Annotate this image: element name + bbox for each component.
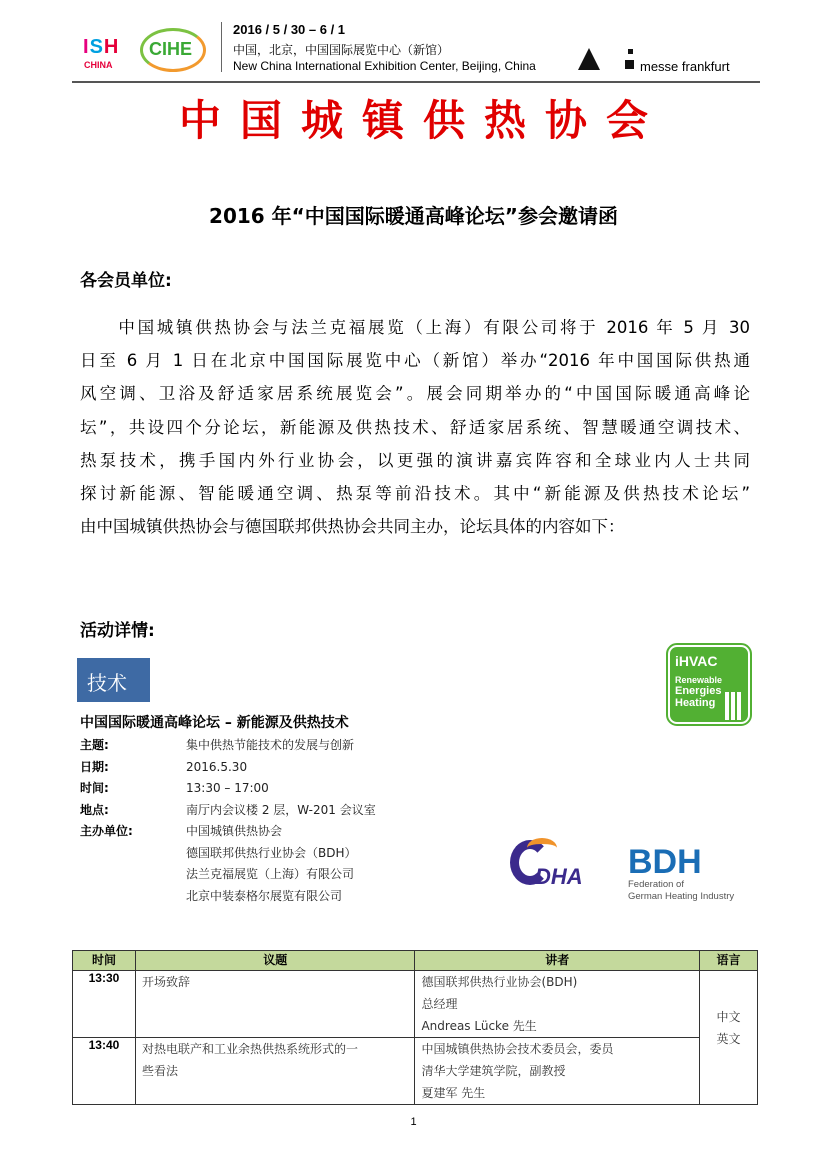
body-line: 日至 6 月 1 日在北京中国国际展览中心（新馆）举办“2016 年中国国际供热通 bbox=[80, 351, 750, 371]
venue-en: New China International Exhibition Center, Beijing, China bbox=[233, 59, 536, 73]
org-title: 中国城镇供热协会 bbox=[178, 96, 667, 145]
doc-title: 2016 年“中国国际暖通高峰论坛”参会邀请函 bbox=[209, 204, 618, 228]
body-paragraph bbox=[80, 311, 750, 543]
details-heading: 活动详情: bbox=[80, 621, 155, 641]
forum-title: 中国国际暖通高峰论坛 – 新能源及供热技术 bbox=[80, 715, 349, 731]
ish-china-logo: ISH bbox=[83, 36, 120, 58]
ihvac-logo: iHVAC Renewable Energies Heating bbox=[668, 645, 750, 724]
venue-cn: 中国，北京，中国国际展览中心（新馆） bbox=[233, 43, 450, 57]
body-line: 中国城镇供热协会与法兰克福展览（上海）有限公司将于 2016 年 5 月 30 bbox=[80, 318, 750, 337]
event-info: 主题: 集中供热节能技术的发展与创新 日期: 2016.5.30 时间: 13:30 – 17:00 地点: 南厅内会议楼 2 层，W-201 会议室 主办单位: 中国城镇供热协会 德国联邦供热行业协会（BDH） 法兰克福展览（上海）有限公司 北京中装泰格尔展览有限公司 bbox=[80, 738, 376, 903]
table-row: 13:40 对热电联产和工业余热供热系统形式的一 些看法 中国城镇供热协会技术委员会，委员 清华大学建筑学院，副教授 夏建军 先生 bbox=[73, 1038, 758, 1105]
body-line: 坛”，共设四个分论坛，新能源及供热技术、舒适家居系统、智慧暖通空调技术、 bbox=[80, 417, 750, 437]
table-row: 13:30 开场致辞 德国联邦供热行业协会(BDH) 总经理 Andreas Lücke 先生 中文 英文 bbox=[73, 971, 758, 1038]
table-header-row: 时间 议题 讲者 语言 bbox=[73, 951, 758, 971]
page-number: 1 bbox=[410, 1116, 417, 1128]
body-line: 由中国城镇供热协会与德国联邦供热协会共同主办，论坛具体的内容如下： bbox=[80, 517, 625, 537]
category-tag: 技术 bbox=[77, 658, 150, 702]
event-dates: 2016 / 5 / 30 – 6 / 1 bbox=[233, 22, 346, 37]
header-separator bbox=[221, 22, 222, 72]
ish-china-sub: CHINA bbox=[84, 60, 113, 70]
body-line: 探讨新能源、智能暖通空调、热泵等前沿技术。其中“新能源及供热技术论坛” bbox=[80, 484, 750, 504]
organizer-logo-icon bbox=[578, 48, 600, 70]
greeting: 各会员单位: bbox=[80, 271, 172, 291]
agenda-table bbox=[72, 950, 758, 1105]
cihe-logo: CIHE bbox=[140, 28, 206, 72]
body-line: 风空调、卫浴及舒适家居系统展览会”。展会同期举办的“中国国际暖通高峰论 bbox=[80, 384, 750, 404]
body-line: 热泵技术，携手国内外行业协会，以更强的演讲嘉宾阵容和全球业内人士共同 bbox=[80, 450, 750, 470]
header-divider bbox=[72, 81, 760, 83]
bdh-logo: BDH Federation of German Heating Industry bbox=[628, 843, 735, 902]
dha-logo: DHA bbox=[505, 838, 610, 893]
